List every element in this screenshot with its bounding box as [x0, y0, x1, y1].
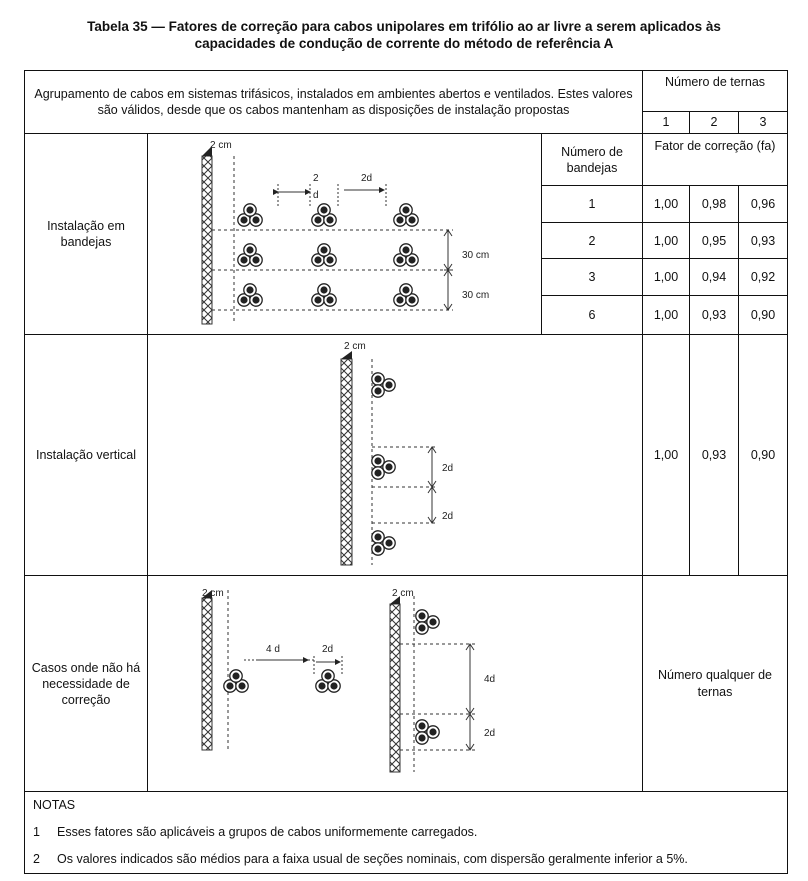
- bandejas-count: 6: [542, 296, 643, 335]
- fig-vertical-2d-2: 2d: [442, 511, 454, 522]
- fig-vertical-2d-1: 2d: [442, 463, 454, 474]
- fator-correcao-header: Fator de correção (fa): [643, 134, 788, 186]
- fig-nc-v2d: 2d: [484, 728, 496, 739]
- table-row: [25, 576, 788, 792]
- factor-cell: 0,94: [690, 259, 739, 296]
- factor-cell: 1,00: [643, 296, 690, 335]
- factor-cell: 0,95: [690, 222, 739, 259]
- note-item: [33, 825, 779, 840]
- note-number: 2: [33, 852, 40, 866]
- no-correction-value: Número qualquer de ternas: [643, 576, 788, 792]
- bandejas-count: 2: [542, 222, 643, 259]
- bandejas-count: 3: [542, 259, 643, 296]
- header-description: Agrupamento de cabos em sistemas trifásicos, instalados em ambientes abertos e ventilados. Estes valores são válidos, desde que os cabos mantenham as disposições de instalação propostas: [25, 71, 643, 134]
- fig-nc-right-2cm: 2 cm: [392, 588, 414, 599]
- fig-nc-2d: 2d: [322, 644, 334, 655]
- fig-vertical-2cm: 2 cm: [344, 341, 366, 352]
- factor-cell: 0,90: [739, 296, 788, 335]
- note-text: Esses fatores são aplicáveis a grupos de cabos uniformemente carregados.: [57, 825, 478, 839]
- notes-title: NOTAS: [33, 798, 76, 812]
- factor-cell: 1,00: [643, 222, 690, 259]
- fig-bandejas-gap-d: d: [313, 190, 319, 201]
- note-number: 1: [33, 825, 40, 839]
- fig-bandejas-30cm-2: 30 cm: [462, 290, 490, 301]
- row-label-bandejas: Instalação em bandejas: [25, 134, 148, 335]
- fig-nc-4d: 4 d: [266, 644, 280, 655]
- factor-cell: 0,98: [690, 186, 739, 223]
- factor-cell: 1,00: [643, 335, 690, 576]
- fig-bandejas-30cm-1: 30 cm: [462, 250, 490, 261]
- table-title: [0, 18, 808, 52]
- ternas-col-1: 1: [643, 111, 690, 133]
- factor-cell: 0,93: [690, 296, 739, 335]
- ternas-header: Número de ternas: [643, 71, 788, 112]
- factor-cell: 1,00: [643, 186, 690, 223]
- row-label-no-correction: Casos onde não há necessidade de correção: [25, 576, 148, 792]
- notes-row: [25, 792, 788, 874]
- correction-factors-table: [24, 70, 788, 874]
- note-text: Os valores indicados são médios para a faixa usual de seções nominais, com dispersão geralmente inferior a 5%.: [57, 852, 688, 866]
- bandejas-figure: [148, 134, 542, 335]
- factor-cell: 0,96: [739, 186, 788, 223]
- fig-bandejas-2cm: 2 cm: [210, 140, 232, 151]
- factor-cell: 0,92: [739, 259, 788, 296]
- fig-bandejas-gap-2d: 2d: [361, 173, 373, 184]
- vertical-figure: [148, 335, 643, 576]
- table-row: [25, 335, 788, 576]
- ternas-col-3: 3: [739, 111, 788, 133]
- fig-nc-left-2cm: 2 cm: [202, 588, 224, 599]
- bandejas-count: 1: [542, 186, 643, 223]
- factor-cell: 0,93: [739, 222, 788, 259]
- fig-bandejas-gap-2: 2: [313, 173, 319, 184]
- ternas-col-2: 2: [690, 111, 739, 133]
- title-line-2: capacidades de condução de corrente do método de referência A: [194, 36, 614, 51]
- no-correction-figure: [148, 576, 643, 792]
- num-bandejas-header: Número de bandejas: [542, 134, 643, 186]
- fig-nc-v4d: 4d: [484, 674, 496, 685]
- row-label-vertical: Instalação vertical: [25, 335, 148, 576]
- factor-cell: 0,93: [690, 335, 739, 576]
- factor-cell: 0,90: [739, 335, 788, 576]
- title-line-1: Tabela 35 — Fatores de correção para cabos unipolares em trifólio ao ar livre a serem aplicados às: [87, 19, 721, 34]
- factor-cell: 1,00: [643, 259, 690, 296]
- notes: [25, 792, 788, 874]
- note-item: [33, 852, 779, 867]
